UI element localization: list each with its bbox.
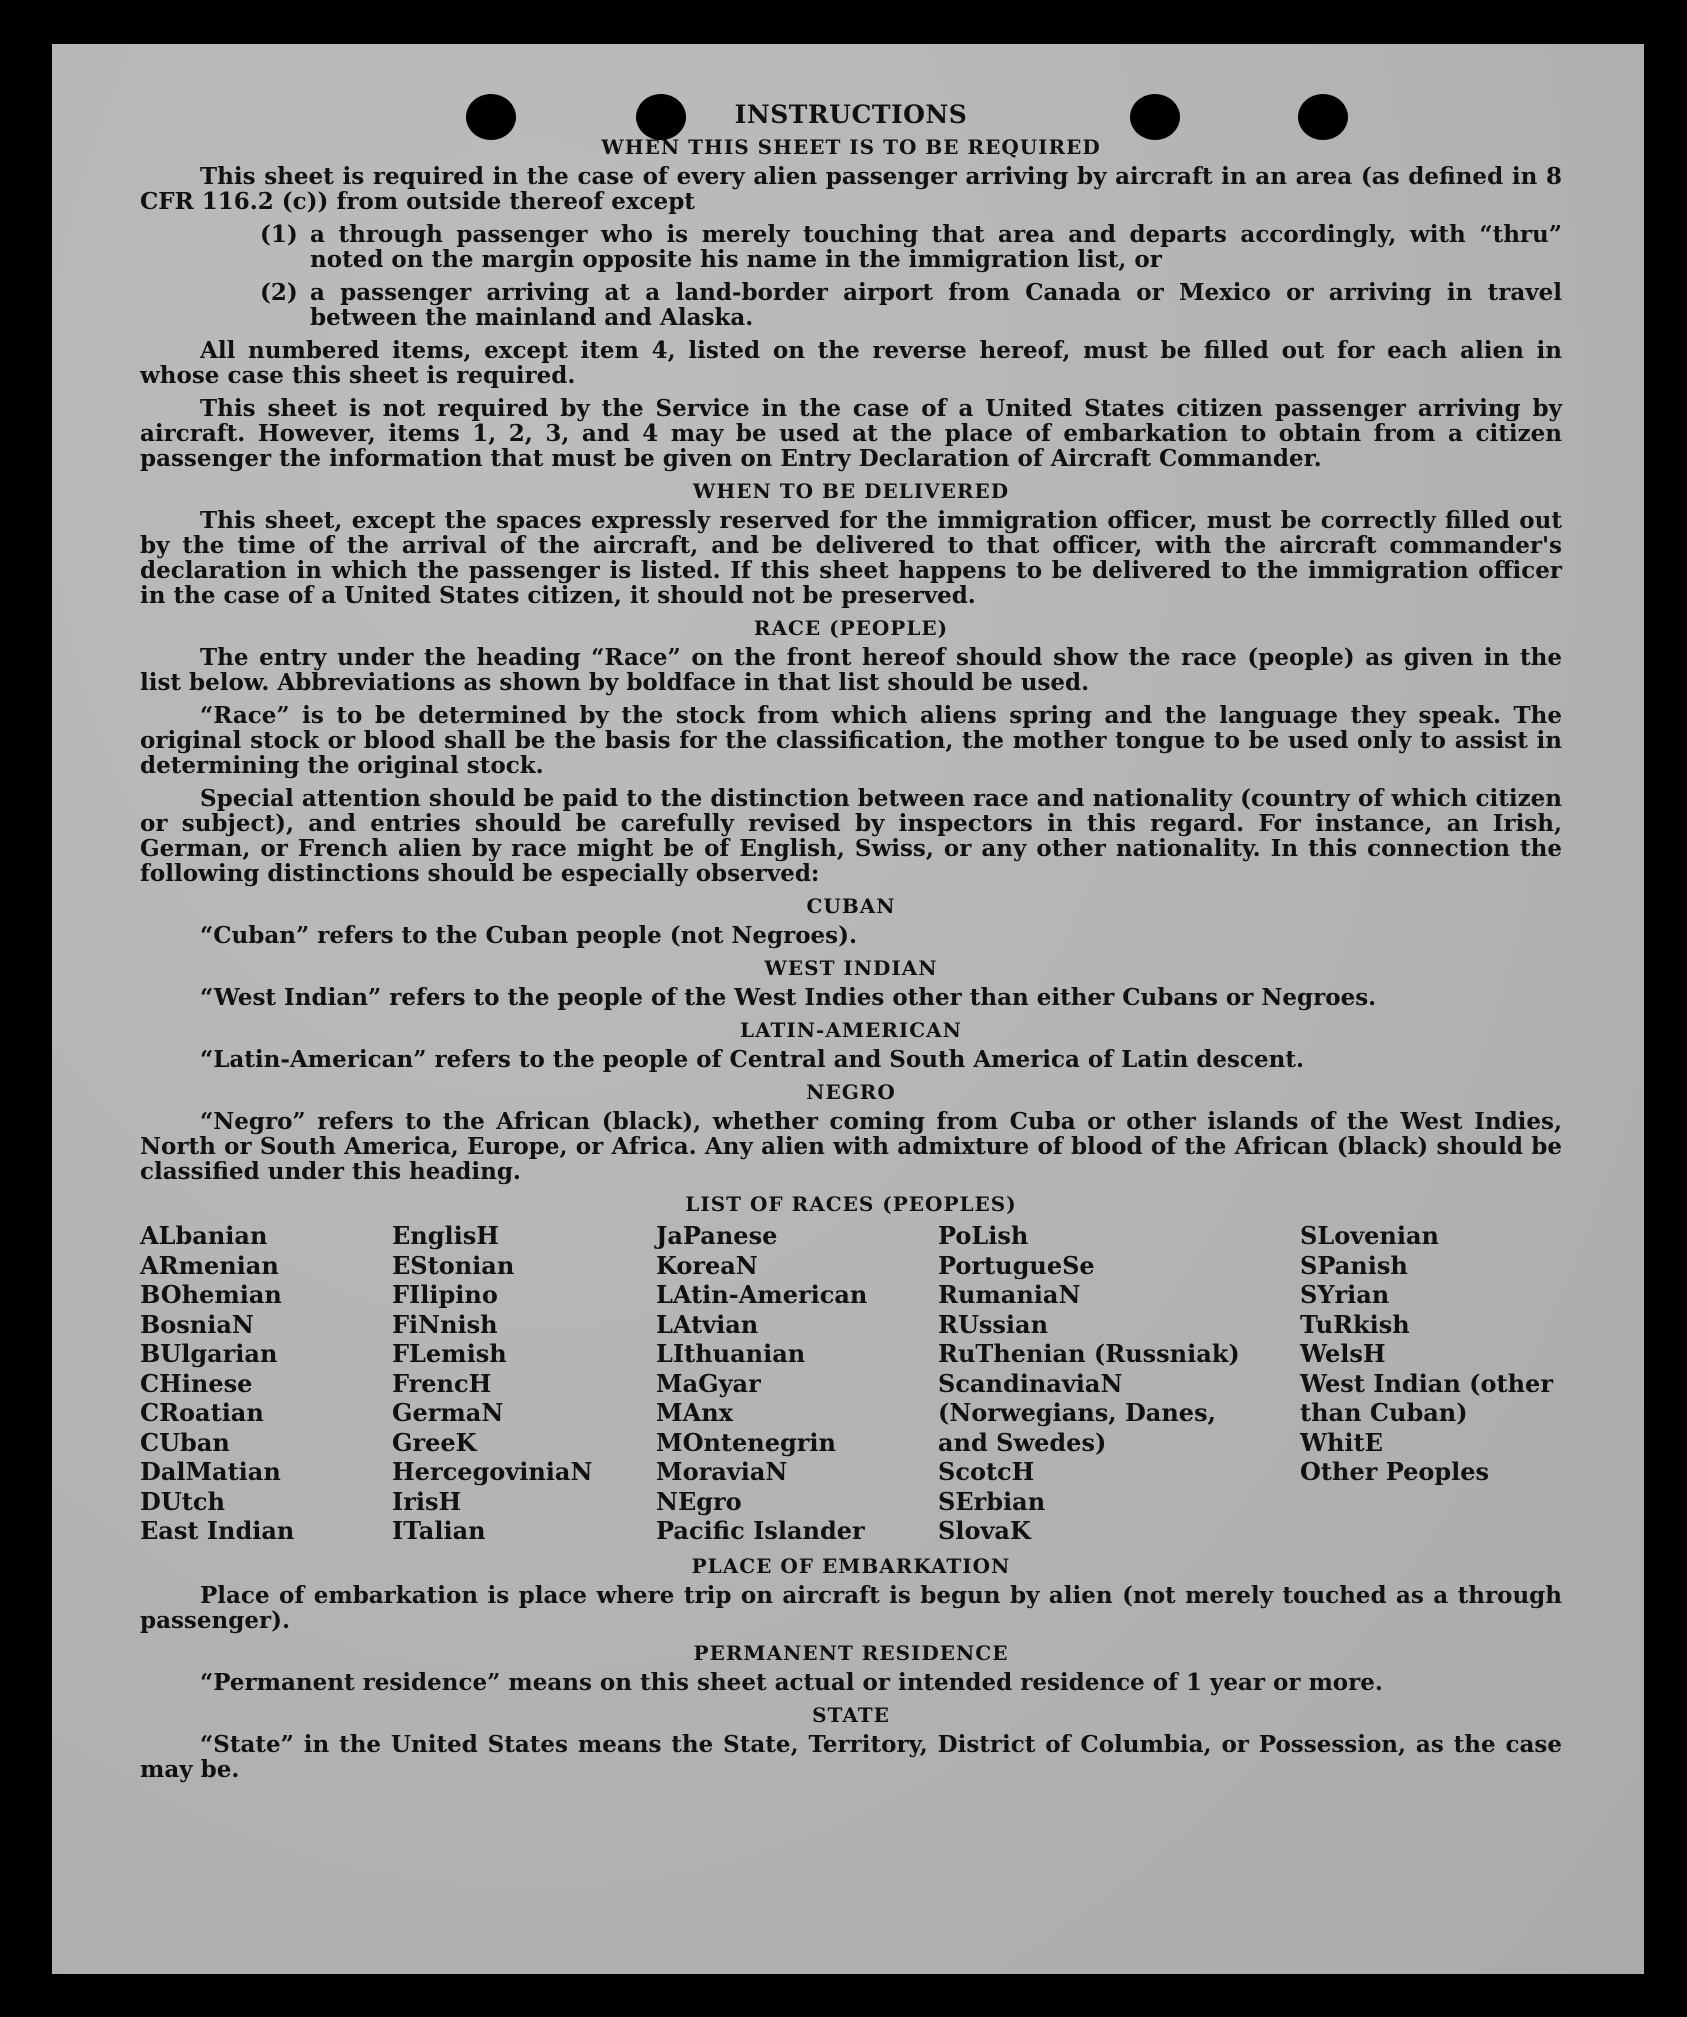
race-entry: MAnx bbox=[656, 1398, 733, 1427]
race-entry: LAtin-American bbox=[656, 1280, 868, 1309]
paragraph: All numbered items, except item 4, listed on the reverse hereof, must be filled out for each alien in whose case this sheet is required. bbox=[140, 337, 1562, 389]
race-entry: SlovaK bbox=[938, 1516, 1031, 1545]
paragraph: This sheet is not required by the Service in the case of a United States citizen passenger arriving by aircraft. However, items 1, 2, 3, and 4 may be used at the place of embarkation to obtain from a citizen passenger the information that must be given on Entry Declaration of Aircraft Commander. bbox=[140, 395, 1562, 472]
item-number: (1) bbox=[260, 221, 298, 248]
race-entry: SYrian bbox=[1300, 1280, 1390, 1309]
race-entry: FiNnish bbox=[392, 1309, 498, 1339]
race-entry: SErbian bbox=[938, 1486, 1046, 1516]
race-entry: FIlipino bbox=[392, 1280, 498, 1309]
race-column bbox=[140, 1221, 392, 1546]
race-entry: West Indian (other than Cuban) bbox=[1300, 1368, 1553, 1427]
race-entry: DalMatian bbox=[140, 1457, 281, 1486]
race-entry: East Indian bbox=[140, 1516, 295, 1545]
section-heading: WHEN THIS SHEET IS TO BE REQUIRED bbox=[601, 135, 1101, 159]
section-heading: WHEN TO BE DELIVERED bbox=[692, 479, 1010, 503]
item-text: a passenger arriving at a land-border airport from Canada or Mexico or arriving in travel between the mainland and Alaska. bbox=[310, 279, 1562, 331]
item-text: a through passenger who is merely touching that area and departs accordingly, with “thru” noted on the margin opposite his name in the immigration list, or bbox=[310, 221, 1562, 273]
instructions-content bbox=[140, 102, 1562, 1790]
section-heading: STATE bbox=[812, 1702, 890, 1727]
race-list bbox=[140, 1221, 1562, 1546]
race-entry: NEgro bbox=[656, 1486, 742, 1516]
section-heading: LATIN-AMERICAN bbox=[740, 1018, 962, 1042]
race-entry: BOhemian bbox=[140, 1280, 282, 1309]
paragraph: “State” in the United States means the State, Territory, District of Columbia, or Possession, as the case may be. bbox=[140, 1730, 1562, 1783]
paragraph: “West Indian” refers to the people of the West Indies other than either Cubans or Negroes. bbox=[200, 984, 1377, 1011]
race-entry: CUban bbox=[140, 1427, 230, 1457]
race-entry: KoreaN bbox=[656, 1250, 758, 1280]
section-heading: PERMANENT RESIDENCE bbox=[693, 1640, 1009, 1665]
page-title: INSTRUCTIONS bbox=[734, 100, 968, 129]
section-heading: WEST INDIAN bbox=[764, 956, 938, 980]
paragraph: Special attention should be paid to the distinction between race and nationality (country of which citizen or subject), and entries should be carefully revised by inspectors in this regard. For instance, an Irish, German, or French alien by race might be of English, Swiss, or any other nationality. In this connection the following distinctions should be especially observed: bbox=[140, 785, 1562, 887]
section-heading: CUBAN bbox=[806, 894, 896, 918]
paragraph: Place of embarkation is place where trip on aircraft is begun by alien (not merely touched as a through passenger). bbox=[140, 1581, 1562, 1634]
race-column bbox=[392, 1221, 656, 1546]
race-entry: IrisH bbox=[392, 1486, 462, 1516]
paragraph: This sheet, except the spaces expressly reserved for the immigration officer, must be correctly filled out by the time of the arrival of the aircraft, and be delivered to that officer, with the aircraft commander's declaration in which the passenger is listed. If this sheet happens to be delivered to the immigration officer in the case of a United States citizen, it should not be preserved. bbox=[140, 507, 1562, 609]
race-entry: BosniaN bbox=[140, 1309, 254, 1339]
document-sheet bbox=[52, 44, 1644, 1974]
race-entry: CRoatian bbox=[140, 1398, 264, 1427]
race-entry: GermaN bbox=[392, 1398, 504, 1427]
race-column bbox=[656, 1221, 938, 1546]
race-entry: ScotcH bbox=[938, 1457, 1035, 1486]
race-entry: SLovenian bbox=[1300, 1221, 1439, 1250]
race-entry: JaPanese bbox=[656, 1221, 778, 1250]
race-entry: Other Peoples bbox=[1300, 1457, 1490, 1486]
race-entry: RuThenian (Russniak) bbox=[938, 1339, 1240, 1368]
list-item bbox=[260, 280, 1562, 330]
race-column bbox=[1300, 1221, 1562, 1546]
race-entry: Pacific Islander bbox=[656, 1516, 865, 1545]
list-item bbox=[260, 222, 1562, 272]
race-entry: RUssian bbox=[938, 1309, 1049, 1339]
race-entry: MoraviaN bbox=[656, 1457, 788, 1486]
race-entry: PortugueSe bbox=[938, 1250, 1095, 1280]
race-entry: BUlgarian bbox=[140, 1339, 278, 1368]
race-entry: HercegoviniaN bbox=[392, 1457, 593, 1486]
race-entry: EnglisH bbox=[392, 1221, 499, 1250]
race-entry: PoLish bbox=[938, 1221, 1029, 1250]
paragraph: “Negro” refers to the African (black), whether coming from Cuba or other islands of the West Indies, North or South America, Europe, or Africa. Any alien with admixture of blood of the African (black) should be classified under this heading. bbox=[140, 1108, 1562, 1185]
race-entry: ITalian bbox=[392, 1516, 486, 1545]
race-entry: FLemish bbox=[392, 1339, 507, 1368]
race-entry: RumaniaN bbox=[938, 1280, 1081, 1309]
paragraph: “Cuban” refers to the Cuban people (not Negroes). bbox=[200, 922, 858, 949]
race-entry: DUtch bbox=[140, 1486, 225, 1516]
race-entry: TuRkish bbox=[1300, 1309, 1410, 1339]
race-column bbox=[938, 1221, 1300, 1546]
race-entry: MaGyar bbox=[656, 1368, 761, 1398]
paragraph: This sheet is required in the case of every alien passenger arriving by aircraft in an area (as defined in 8 CFR 116.2 (c)) from outside thereof except bbox=[140, 163, 1562, 215]
race-entry: CHinese bbox=[140, 1368, 253, 1398]
section-heading: NEGRO bbox=[806, 1080, 896, 1104]
race-entry: WhitE bbox=[1300, 1427, 1383, 1457]
paragraph: The entry under the heading “Race” on the front hereof should show the race (people) as given in the list below. Abbreviations as shown by boldface in that list should be used. bbox=[140, 644, 1562, 696]
race-entry: SPanish bbox=[1300, 1250, 1408, 1280]
paragraph: “Permanent residence” means on this sheet actual or intended residence of 1 year or more. bbox=[200, 1668, 1383, 1696]
paragraph: “Race” is to be determined by the stock from which aliens spring and the language they speak. The original stock or blood shall be the basis for the classification, the mother tongue to be used only to assist in determining the original stock. bbox=[140, 702, 1562, 779]
race-entry: FrencH bbox=[392, 1368, 492, 1398]
section-heading: LIST OF RACES (PEOPLES) bbox=[685, 1192, 1017, 1216]
race-entry: WelsH bbox=[1300, 1339, 1386, 1368]
race-entry: ALbanian bbox=[140, 1221, 268, 1250]
race-entry: EStonian bbox=[392, 1250, 515, 1280]
race-entry: MOntenegrin bbox=[656, 1427, 836, 1457]
race-entry: ScandinaviaN (Norwegians, Danes, and Swedes) bbox=[938, 1368, 1216, 1457]
item-number: (2) bbox=[260, 279, 298, 306]
section-heading: PLACE OF EMBARKATION bbox=[691, 1553, 1011, 1578]
race-entry: GreeK bbox=[392, 1427, 477, 1457]
race-entry: LAtvian bbox=[656, 1309, 759, 1339]
race-entry: ARmenian bbox=[140, 1250, 279, 1280]
section-heading: RACE (PEOPLE) bbox=[753, 616, 949, 640]
paragraph: “Latin-American” refers to the people of Central and South America of Latin descent. bbox=[200, 1046, 1304, 1073]
race-entry: LIthuanian bbox=[656, 1339, 806, 1368]
